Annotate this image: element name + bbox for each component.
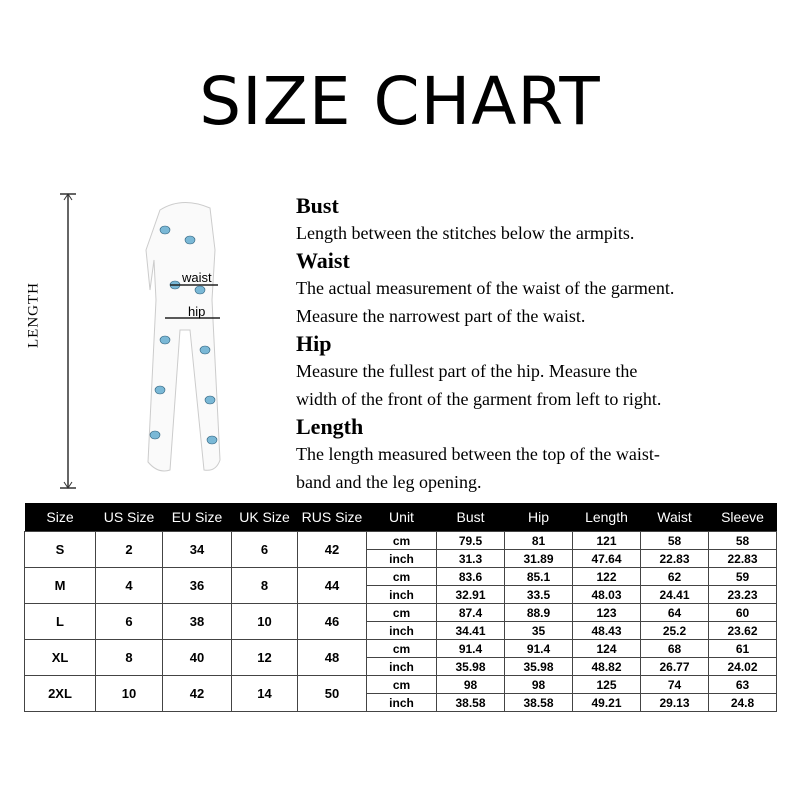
column-header: Unit [367, 503, 437, 532]
cell-measurement: 26.77 [641, 658, 709, 676]
hip-label: hip [188, 304, 206, 319]
cell-rus: 44 [298, 568, 367, 604]
cell-measurement: 35 [505, 622, 573, 640]
cell-measurement: 58 [709, 532, 777, 550]
measurement-definitions [296, 192, 776, 496]
table-row [25, 568, 777, 586]
cell-measurement: 123 [573, 604, 641, 622]
cell-measurement: 38.58 [505, 694, 573, 712]
table-row [25, 676, 777, 694]
cell-measurement: 49.21 [573, 694, 641, 712]
def-length: The length measured between the top of the waist- [296, 444, 660, 464]
cell-measurement: 34.41 [437, 622, 505, 640]
cell-unit: inch [367, 586, 437, 604]
cell-measurement: 24.02 [709, 658, 777, 676]
cell-unit: inch [367, 658, 437, 676]
column-header: Waist [641, 503, 709, 532]
cell-eu: 36 [163, 568, 232, 604]
cell-size: L [25, 604, 96, 640]
cell-unit: cm [367, 640, 437, 658]
term-bust: Bust [296, 193, 339, 218]
cell-measurement: 91.4 [505, 640, 573, 658]
cell-eu: 42 [163, 676, 232, 712]
cell-measurement: 85.1 [505, 568, 573, 586]
cell-size: S [25, 532, 96, 568]
cell-measurement: 58 [641, 532, 709, 550]
cell-eu: 38 [163, 604, 232, 640]
cell-uk: 14 [232, 676, 298, 712]
cell-measurement: 33.5 [505, 586, 573, 604]
cell-unit: cm [367, 604, 437, 622]
column-header: EU Size [163, 503, 232, 532]
cell-us: 2 [96, 532, 163, 568]
column-header: Size [25, 503, 96, 532]
cell-measurement: 122 [573, 568, 641, 586]
cell-measurement: 63 [709, 676, 777, 694]
term-hip: Hip [296, 331, 332, 356]
cell-measurement: 24.8 [709, 694, 777, 712]
table-row [25, 532, 777, 550]
cell-measurement: 48.43 [573, 622, 641, 640]
def-bust: Length between the stitches below the armpits. [296, 223, 635, 243]
cell-rus: 42 [298, 532, 367, 568]
cell-measurement: 22.83 [641, 550, 709, 568]
cell-measurement: 25.2 [641, 622, 709, 640]
column-header: Bust [437, 503, 505, 532]
column-header: RUS Size [298, 503, 367, 532]
length-label: LENGTH [25, 282, 42, 348]
cell-unit: inch [367, 694, 437, 712]
cell-unit: cm [367, 568, 437, 586]
column-header: UK Size [232, 503, 298, 532]
term-length: Length [296, 414, 364, 439]
cell-eu: 34 [163, 532, 232, 568]
cell-uk: 8 [232, 568, 298, 604]
term-waist: Waist [296, 248, 350, 273]
cell-measurement: 48.03 [573, 586, 641, 604]
cell-measurement: 47.64 [573, 550, 641, 568]
cell-measurement: 59 [709, 568, 777, 586]
cell-measurement: 31.89 [505, 550, 573, 568]
cell-size: 2XL [25, 676, 96, 712]
cell-measurement: 29.13 [641, 694, 709, 712]
cell-unit: inch [367, 550, 437, 568]
cell-rus: 50 [298, 676, 367, 712]
column-header: Hip [505, 503, 573, 532]
cell-size: XL [25, 640, 96, 676]
cell-measurement: 23.62 [709, 622, 777, 640]
cell-measurement: 121 [573, 532, 641, 550]
cell-unit: inch [367, 622, 437, 640]
cell-measurement: 83.6 [437, 568, 505, 586]
cell-measurement: 74 [641, 676, 709, 694]
cell-measurement: 60 [709, 604, 777, 622]
cell-measurement: 31.3 [437, 550, 505, 568]
cell-size: M [25, 568, 96, 604]
cell-measurement: 22.83 [709, 550, 777, 568]
cell-us: 4 [96, 568, 163, 604]
def-waist: Measure the narrowest part of the waist. [296, 306, 586, 326]
page-title: SIZE CHART [199, 63, 601, 140]
cell-measurement: 64 [641, 604, 709, 622]
cell-unit: cm [367, 532, 437, 550]
column-header: US Size [96, 503, 163, 532]
cell-measurement: 88.9 [505, 604, 573, 622]
cell-measurement: 35.98 [437, 658, 505, 676]
size-table [24, 503, 777, 712]
cell-uk: 10 [232, 604, 298, 640]
cell-measurement: 38.58 [437, 694, 505, 712]
cell-unit: cm [367, 676, 437, 694]
column-header: Sleeve [709, 503, 777, 532]
cell-measurement: 81 [505, 532, 573, 550]
cell-uk: 12 [232, 640, 298, 676]
cell-measurement: 23.23 [709, 586, 777, 604]
cell-measurement: 124 [573, 640, 641, 658]
cell-measurement: 32.91 [437, 586, 505, 604]
product-image [120, 190, 250, 490]
cell-us: 6 [96, 604, 163, 640]
cell-measurement: 35.98 [505, 658, 573, 676]
column-header: Length [573, 503, 641, 532]
waist-label: waist [182, 270, 212, 285]
cell-measurement: 98 [437, 676, 505, 694]
cell-measurement: 24.41 [641, 586, 709, 604]
table-row [25, 604, 777, 622]
cell-uk: 6 [232, 532, 298, 568]
cell-measurement: 91.4 [437, 640, 505, 658]
cell-measurement: 87.4 [437, 604, 505, 622]
cell-measurement: 79.5 [437, 532, 505, 550]
length-arrow-icon [50, 192, 90, 490]
cell-measurement: 98 [505, 676, 573, 694]
table-row [25, 640, 777, 658]
table-header [25, 503, 777, 532]
cell-measurement: 68 [641, 640, 709, 658]
def-length: band and the leg opening. [296, 472, 482, 492]
cell-rus: 48 [298, 640, 367, 676]
def-waist: The actual measurement of the waist of the garment. [296, 278, 675, 298]
def-hip: width of the front of the garment from left to right. [296, 389, 662, 409]
cell-us: 10 [96, 676, 163, 712]
cell-measurement: 61 [709, 640, 777, 658]
cell-eu: 40 [163, 640, 232, 676]
def-hip: Measure the fullest part of the hip. Measure the [296, 361, 638, 381]
cell-measurement: 125 [573, 676, 641, 694]
cell-us: 8 [96, 640, 163, 676]
cell-measurement: 48.82 [573, 658, 641, 676]
cell-measurement: 62 [641, 568, 709, 586]
cell-rus: 46 [298, 604, 367, 640]
